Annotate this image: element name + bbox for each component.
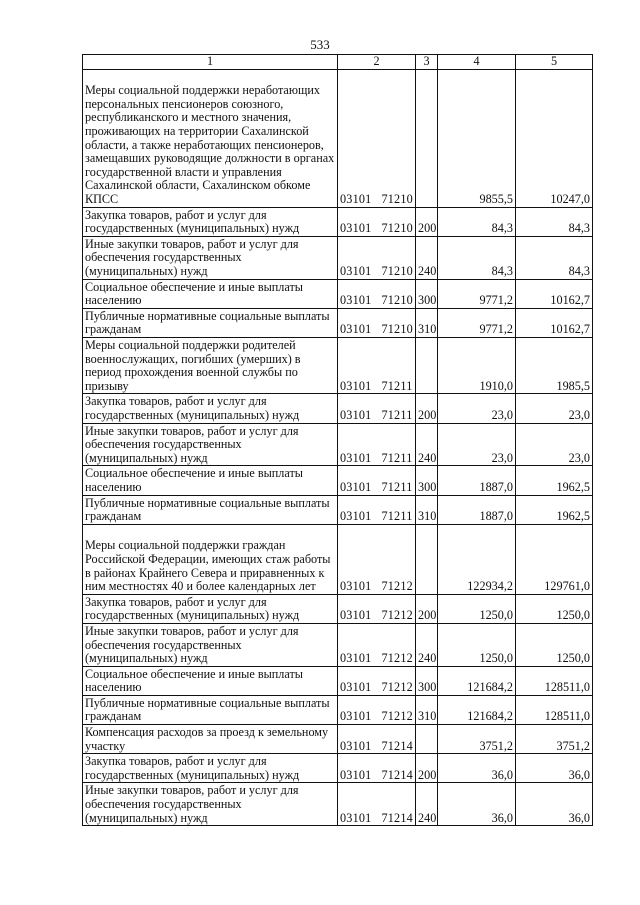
row-code (338, 524, 416, 594)
row-expense-type: 300 (416, 666, 438, 695)
row-code-direction: 71212 (381, 608, 413, 623)
row-amount-col5: 1985,5 (516, 337, 593, 393)
table-row (83, 495, 593, 524)
row-code (338, 725, 416, 754)
row-expense-type: 200 (416, 394, 438, 423)
row-code-program: 03101 (340, 651, 372, 666)
table-row (83, 666, 593, 695)
header-col-4: 4 (438, 55, 516, 70)
row-code (338, 308, 416, 337)
row-code-program: 03101 (340, 810, 372, 825)
row-code-program: 03101 (340, 378, 372, 393)
row-amount-col4: 3751,2 (438, 725, 516, 754)
row-name: Иные закупки товаров, работ и услуг для обеспечения государственных (муниципальных) нужд (83, 423, 338, 466)
row-expense-type: 200 (416, 594, 438, 623)
row-code (338, 423, 416, 466)
row-code-direction: 71212 (381, 579, 413, 594)
row-expense-type (416, 69, 438, 207)
header-col-3: 3 (416, 55, 438, 70)
row-code-program: 03101 (340, 293, 372, 308)
table-row (83, 236, 593, 279)
row-code-program: 03101 (340, 608, 372, 623)
row-amount-col5: 129761,0 (516, 524, 593, 594)
row-expense-type: 240 (416, 236, 438, 279)
row-name: Закупка товаров, работ и услуг для государственных (муниципальных) нужд (83, 594, 338, 623)
row-expense-type: 240 (416, 423, 438, 466)
budget-table (82, 54, 593, 826)
row-amount-col4: 36,0 (438, 754, 516, 783)
row-code-direction: 71212 (381, 651, 413, 666)
row-expense-type: 200 (416, 207, 438, 236)
row-code-direction: 71214 (381, 767, 413, 782)
table-row (83, 783, 593, 826)
row-name: Иные закупки товаров, работ и услуг для обеспечения государственных (муниципальных) нужд (83, 236, 338, 279)
row-code (338, 495, 416, 524)
row-amount-col5: 10162,7 (516, 279, 593, 308)
row-amount-col5: 36,0 (516, 754, 593, 783)
table-row (83, 394, 593, 423)
row-code-program: 03101 (340, 680, 372, 695)
row-expense-type: 240 (416, 783, 438, 826)
row-code-direction: 71214 (381, 738, 413, 753)
row-code-program: 03101 (340, 509, 372, 524)
row-name: Публичные нормативные социальные выплаты гражданам (83, 495, 338, 524)
row-amount-col4: 84,3 (438, 207, 516, 236)
row-expense-type: 300 (416, 279, 438, 308)
row-code-direction: 71210 (381, 263, 413, 278)
row-code-direction: 71211 (381, 479, 413, 494)
row-code (338, 754, 416, 783)
row-code (338, 394, 416, 423)
row-amount-col5: 10162,7 (516, 308, 593, 337)
row-code (338, 594, 416, 623)
row-code-program: 03101 (340, 579, 372, 594)
header-col-1: 1 (83, 55, 338, 70)
row-amount-col5: 23,0 (516, 423, 593, 466)
row-code-direction: 71212 (381, 680, 413, 695)
row-amount-col4: 9771,2 (438, 308, 516, 337)
row-amount-col4: 121684,2 (438, 695, 516, 724)
row-name: Социальное обеспечение и иные выплаты населению (83, 666, 338, 695)
row-expense-type: 310 (416, 495, 438, 524)
row-amount-col4: 23,0 (438, 423, 516, 466)
row-name: Социальное обеспечение и иные выплаты населению (83, 279, 338, 308)
row-amount-col5: 84,3 (516, 207, 593, 236)
row-amount-col5: 1962,5 (516, 466, 593, 495)
row-code-direction: 71212 (381, 709, 413, 724)
row-name: Закупка товаров, работ и услуг для государственных (муниципальных) нужд (83, 207, 338, 236)
row-name: Социальное обеспечение и иные выплаты населению (83, 466, 338, 495)
row-amount-col5: 3751,2 (516, 725, 593, 754)
row-expense-type: 310 (416, 308, 438, 337)
row-code-direction: 71210 (381, 293, 413, 308)
row-amount-col5: 128511,0 (516, 666, 593, 695)
row-code-direction: 71211 (381, 450, 413, 465)
page-number: 533 (310, 37, 330, 52)
row-name: Иные закупки товаров, работ и услуг для обеспечения государственных (муниципальных) нужд (83, 623, 338, 666)
row-code-direction: 71210 (381, 192, 413, 206)
row-amount-col5: 1962,5 (516, 495, 593, 524)
row-name: Меры социальной поддержки граждан Российской Федерации, имеющих стаж работы в районах Крайнего Севера и приравненных к ним местностях 40 и более календарных лет (83, 524, 338, 594)
table-row (83, 423, 593, 466)
table-row (83, 725, 593, 754)
row-code-direction: 71211 (381, 509, 413, 524)
row-amount-col5: 1250,0 (516, 594, 593, 623)
row-code-direction: 71210 (381, 221, 413, 236)
row-code (338, 466, 416, 495)
row-amount-col5: 84,3 (516, 236, 593, 279)
row-amount-col5: 23,0 (516, 394, 593, 423)
row-amount-col4: 1887,0 (438, 495, 516, 524)
row-name: Меры социальной поддержки родителей военнослужащих, погибших (умерших) в период прохождения военной службы по призыву (83, 337, 338, 393)
row-code-direction: 71211 (381, 407, 413, 422)
row-name: Меры социальной поддержки неработающих персональных пенсионеров союзного, республиканского и местного значения, проживающих на территории Сахалинской области, а также неработающих пенсионеров, замещавших руководящие должности в органах государственной власти и управления Сахалинской области, Сахалинском обкоме КПСС (83, 69, 338, 207)
row-code-direction: 71214 (381, 810, 413, 825)
row-amount-col4: 121684,2 (438, 666, 516, 695)
row-amount-col4: 1250,0 (438, 623, 516, 666)
row-code-program: 03101 (340, 263, 372, 278)
table-row (83, 524, 593, 594)
table-header-row (83, 55, 593, 70)
row-code-program: 03101 (340, 479, 372, 494)
row-amount-col4: 122934,2 (438, 524, 516, 594)
row-code-program: 03101 (340, 192, 372, 206)
row-amount-col4: 23,0 (438, 394, 516, 423)
table-row (83, 308, 593, 337)
row-code-program: 03101 (340, 738, 372, 753)
row-amount-col5: 36,0 (516, 783, 593, 826)
row-code (338, 666, 416, 695)
row-amount-col4: 1250,0 (438, 594, 516, 623)
table-row (83, 695, 593, 724)
row-code (338, 279, 416, 308)
row-amount-col5: 1250,0 (516, 623, 593, 666)
row-code-program: 03101 (340, 407, 372, 422)
row-code-program: 03101 (340, 709, 372, 724)
row-expense-type (416, 337, 438, 393)
row-code-program: 03101 (340, 450, 372, 465)
row-code (338, 783, 416, 826)
row-name: Компенсация расходов за проезд к земельному участку (83, 725, 338, 754)
row-code (338, 695, 416, 724)
table-row (83, 594, 593, 623)
row-code (338, 207, 416, 236)
row-code (338, 337, 416, 393)
row-amount-col5: 10247,0 (516, 69, 593, 207)
table-row (83, 207, 593, 236)
header-col-2: 2 (338, 55, 416, 70)
row-code-program: 03101 (340, 322, 372, 337)
table-row (83, 337, 593, 393)
row-expense-type: 310 (416, 695, 438, 724)
row-amount-col4: 84,3 (438, 236, 516, 279)
row-name: Публичные нормативные социальные выплаты гражданам (83, 308, 338, 337)
row-code (338, 623, 416, 666)
row-amount-col4: 36,0 (438, 783, 516, 826)
row-name: Закупка товаров, работ и услуг для государственных (муниципальных) нужд (83, 394, 338, 423)
row-amount-col4: 9855,5 (438, 69, 516, 207)
table-row (83, 279, 593, 308)
row-name: Закупка товаров, работ и услуг для государственных (муниципальных) нужд (83, 754, 338, 783)
row-code-program: 03101 (340, 767, 372, 782)
row-amount-col5: 128511,0 (516, 695, 593, 724)
row-expense-type: 200 (416, 754, 438, 783)
table-row (83, 69, 593, 207)
row-amount-col4: 1910,0 (438, 337, 516, 393)
row-code (338, 69, 416, 207)
row-name: Иные закупки товаров, работ и услуг для обеспечения государственных (муниципальных) нужд (83, 783, 338, 826)
table-row (83, 466, 593, 495)
header-col-5: 5 (516, 55, 593, 70)
table-row (83, 754, 593, 783)
row-amount-col4: 9771,2 (438, 279, 516, 308)
row-expense-type (416, 725, 438, 754)
row-code-program: 03101 (340, 221, 372, 236)
row-expense-type: 240 (416, 623, 438, 666)
table-row (83, 623, 593, 666)
row-expense-type: 300 (416, 466, 438, 495)
row-expense-type (416, 524, 438, 594)
row-amount-col4: 1887,0 (438, 466, 516, 495)
row-code-direction: 71211 (381, 378, 413, 393)
row-code-direction: 71210 (381, 322, 413, 337)
row-code (338, 236, 416, 279)
row-name: Публичные нормативные социальные выплаты гражданам (83, 695, 338, 724)
